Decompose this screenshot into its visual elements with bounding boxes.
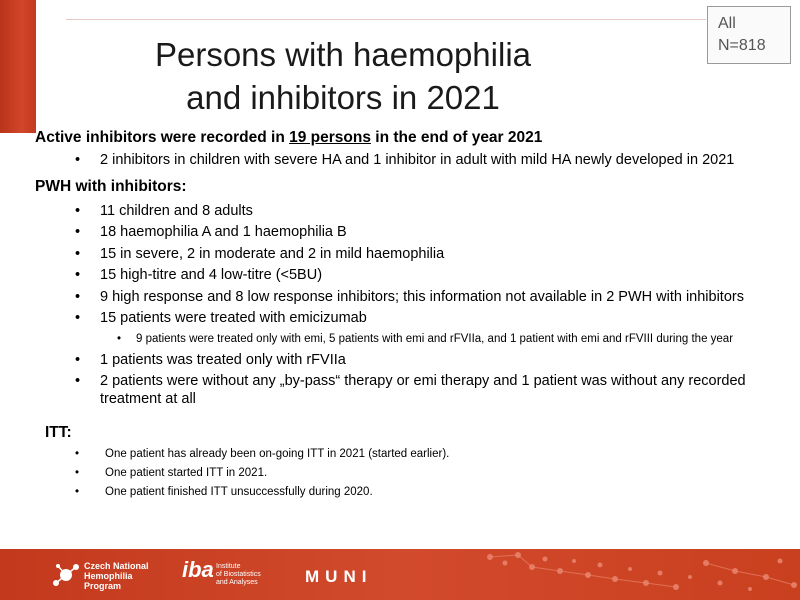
badge-line-1: All xyxy=(718,15,736,32)
title-line-1: Persons with haemophilia xyxy=(154,36,532,73)
top-divider xyxy=(66,19,706,20)
list-item: • 18 haemophilia A and 1 haemophilia B xyxy=(100,224,790,242)
list-item: • One patient started ITT in 2021. xyxy=(105,466,800,481)
list-item: • 11 children and 8 adults xyxy=(100,203,790,221)
list-item: • 2 patients were without any „by-pass“ therapy or emi therapy and 1 patient was without any recorded treatment at all xyxy=(100,373,790,408)
iba-line-2: of Biostatistics xyxy=(216,571,261,578)
footer-bar xyxy=(0,549,800,600)
muni-logo: MUNI xyxy=(305,567,373,586)
title-line-2: and inhibitors in 2021 xyxy=(186,79,500,116)
list-item: • One patient has already been on-going ITT in 2021 (started earlier). xyxy=(105,447,800,462)
pwh-heading: PWH with inhibitors: xyxy=(35,177,187,195)
network-icon xyxy=(52,561,80,589)
badge-line-2: N=818 xyxy=(718,37,766,54)
decorative-dots xyxy=(450,549,800,600)
iba-line-1: Institute xyxy=(216,563,241,570)
left-accent-bar xyxy=(0,0,36,133)
population-badge xyxy=(707,6,791,64)
list-item: • 2 inhibitors in children with severe HA and 1 inhibitor in adult with mild HA newly developed in 2021 xyxy=(100,152,790,170)
itt-list xyxy=(0,447,800,500)
iba-short: iba xyxy=(182,557,214,582)
cnhp-logo xyxy=(52,561,167,591)
sub-list-item: • 9 patients were treated only with emi, 5 patients with emi and rFVIIa, and 1 patient with emi and rFVIII during the year xyxy=(136,332,786,346)
itt-heading: ITT: xyxy=(45,424,72,441)
active-suffix: in the end of year 2021 xyxy=(370,129,543,146)
iba-line-3: and Analyses xyxy=(216,579,258,586)
list-item: • 15 patients were treated with emicizumab xyxy=(100,310,790,328)
cnhp-line-3: Program xyxy=(84,581,122,591)
pwh-list xyxy=(0,203,800,409)
list-item: • 1 patients was treated only with rFVIIa xyxy=(100,352,790,370)
list-item: • 9 high response and 8 low response inhibitors; this information not available in 2 PWH with inhibitors xyxy=(100,289,790,307)
iba-logo xyxy=(182,557,261,586)
list-item: • One patient finished ITT unsuccessfully during 2020. xyxy=(105,485,800,500)
active-highlight: 19 persons xyxy=(289,129,371,146)
cnhp-line-2: Hemophilia xyxy=(84,571,133,581)
list-item: • 15 high-titre and 4 low-titre (<5BU) xyxy=(100,267,790,285)
active-prefix: Active inhibitors were recorded in xyxy=(35,129,290,146)
active-inhibitors-heading xyxy=(35,127,800,148)
cnhp-line-1: Czech National xyxy=(84,561,149,571)
slide-content xyxy=(0,127,800,504)
active-list xyxy=(0,152,800,170)
slide-title xyxy=(90,33,596,119)
list-item: • 15 in severe, 2 in moderate and 2 in mild haemophilia xyxy=(100,246,790,264)
